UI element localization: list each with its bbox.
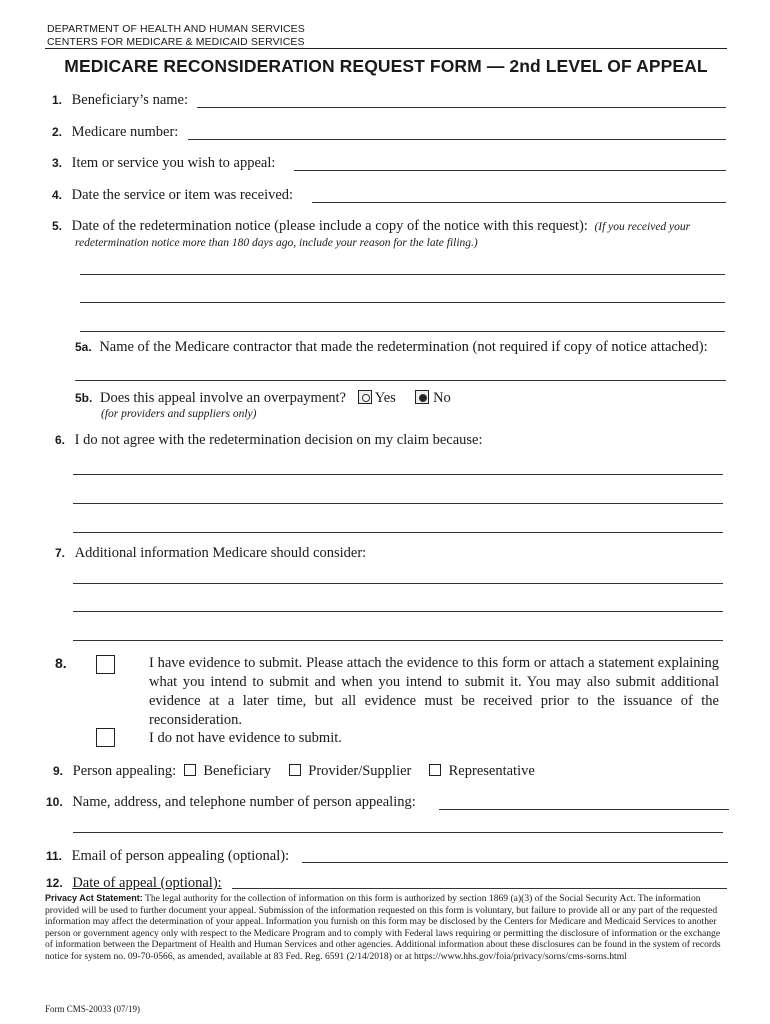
q2-label: Medicare number: [71, 124, 179, 140]
q7-label: Additional information Medicare should consider: [74, 545, 367, 561]
form-title: MEDICARE RECONSIDERATION REQUEST FORM — 2nd LEVEL OF APPEAL [64, 56, 708, 76]
q12-number: 12. [46, 876, 63, 890]
email-field[interactable] [302, 862, 728, 863]
q9-label: Person appealing: [72, 763, 177, 779]
medicare-number-field[interactable] [188, 139, 726, 140]
disagreement-line-3[interactable] [73, 532, 723, 533]
q5-label: Date of the redetermination notice (please include a copy of the notice with this request): [71, 218, 588, 234]
contractor-name-field[interactable] [75, 380, 726, 381]
q1-label: Beneficiary’s name: [71, 92, 188, 108]
additional-info-line-3[interactable] [73, 640, 723, 641]
date-received-field[interactable] [312, 202, 726, 203]
beneficiary-label: Beneficiary [203, 763, 272, 779]
no-evidence-checkbox[interactable] [96, 728, 115, 747]
q11-label: Email of person appealing (optional): [71, 848, 290, 864]
q10-row [46, 794, 416, 811]
q10-number: 10. [46, 795, 63, 809]
q3-label: Item or service you wish to appeal: [71, 155, 276, 171]
q5b-number: 5b. [75, 391, 93, 405]
overpayment-yes-label: Yes [374, 390, 396, 406]
privacy-text: The legal authority for the collection of information on this form is authorized by section 1869 (a)(3) of the Social Security Act. The information provided will be used to further document your appeal. Submission of the information requested on this form is voluntary, but failure to provide all or any part of the requested information may affect the determination of your appeal. Information you furnish on this form may be disclosed by the Centers for Medicare and Medicaid Services to another person or government agency only with respect to the Medicare Program and to comply with Federal laws requiring or permitting the disclosure of information or the exchange of information between the Department of Health and Human Services and other agencies. Additional information about these disclosures can be found in the system of records notice for system no. 09-70-0566, as amended, available at 83 Fed. Reg. 6591 (2/14/2018) or at https://www.hhs.gov/foia/privacy/sorns/cms-sorns.html [45, 893, 721, 962]
overpayment-no-label: No [433, 390, 451, 406]
q5-number: 5. [52, 219, 63, 233]
q9-number: 9. [53, 764, 64, 778]
provider-supplier-label: Provider/Supplier [308, 763, 412, 779]
q4-label: Date the service or item was received: [71, 187, 294, 203]
q5b-row [75, 390, 451, 407]
q4-number: 4. [52, 188, 63, 202]
representative-label: Representative [448, 763, 535, 779]
provider-supplier-checkbox[interactable] [289, 764, 301, 776]
q5a-label: Name of the Medicare contractor that made the redetermination (not required if copy of notice attached): [99, 339, 708, 355]
appellant-contact-field[interactable] [439, 809, 729, 810]
has-evidence-label: I have evidence to submit. Please attach the evidence to this form or attach a statement explaining what you intend to submit and when you intend to submit it. You may also submit additional evidence at a later time, but all evidence must be received prior to the issuance of the reconsideration. [149, 655, 719, 728]
q9-row [53, 763, 535, 780]
disagreement-line-1[interactable] [73, 474, 723, 475]
q2-row [52, 124, 178, 141]
q11-number: 11. [46, 849, 63, 863]
q6-label: I do not agree with the redetermination decision on my claim because: [74, 432, 483, 448]
q7-number: 7. [55, 546, 66, 560]
q8-number: 8. [55, 655, 67, 671]
q4-row [52, 187, 293, 204]
q5a-number: 5a. [75, 340, 92, 354]
agency-header [47, 23, 305, 48]
appellant-contact-line-2[interactable] [73, 832, 723, 833]
redetermination-line-2[interactable] [80, 302, 725, 303]
dept-line-2: CENTERS FOR MEDICARE & MEDICAID SERVICES [47, 35, 305, 48]
privacy-heading: Privacy Act Statement: [45, 893, 143, 903]
q5b-note: (for providers and suppliers only) [101, 408, 257, 420]
q1-number: 1. [52, 93, 63, 107]
date-of-appeal-field[interactable] [232, 888, 727, 889]
q11-row [46, 848, 289, 865]
dept-line-1: DEPARTMENT OF HEALTH AND HUMAN SERVICES [47, 23, 305, 35]
q7-row [55, 545, 366, 562]
q2-number: 2. [52, 125, 63, 139]
additional-info-line-1[interactable] [73, 583, 723, 584]
redetermination-line-3[interactable] [80, 331, 725, 332]
overpayment-yes-checkbox[interactable] [358, 390, 372, 404]
header-divider [45, 48, 727, 49]
q5-note-part1: (If you received your [594, 221, 691, 233]
q5-note-part2: redetermination notice more than 180 days ago, include your reason for the late filing.) [75, 237, 478, 249]
no-evidence-label: I do not have evidence to submit. [149, 730, 342, 746]
q6-row [55, 432, 483, 449]
form-number: Form CMS-20033 (07/19) [45, 1004, 141, 1014]
q5b-label: Does this appeal involve an overpayment? [99, 390, 346, 406]
q3-row [52, 155, 275, 172]
beneficiary-name-field[interactable] [197, 107, 726, 108]
additional-info-line-2[interactable] [73, 611, 723, 612]
q10-label: Name, address, and telephone number of person appealing: [72, 794, 416, 810]
redetermination-line-1[interactable] [80, 274, 725, 275]
q12-label: Date of appeal (optional): [72, 875, 222, 891]
disagreement-line-2[interactable] [73, 503, 723, 504]
q5a-row [75, 339, 708, 356]
q1-row [52, 92, 188, 109]
q6-number: 6. [55, 433, 66, 447]
representative-checkbox[interactable] [429, 764, 441, 776]
item-service-field[interactable] [294, 170, 726, 171]
has-evidence-checkbox[interactable] [96, 655, 115, 674]
privacy-act-statement [45, 893, 721, 963]
q5-row [52, 218, 690, 235]
q12-row [46, 875, 222, 892]
overpayment-no-checkbox[interactable] [415, 390, 429, 404]
q3-number: 3. [52, 156, 63, 170]
beneficiary-checkbox[interactable] [184, 764, 196, 776]
